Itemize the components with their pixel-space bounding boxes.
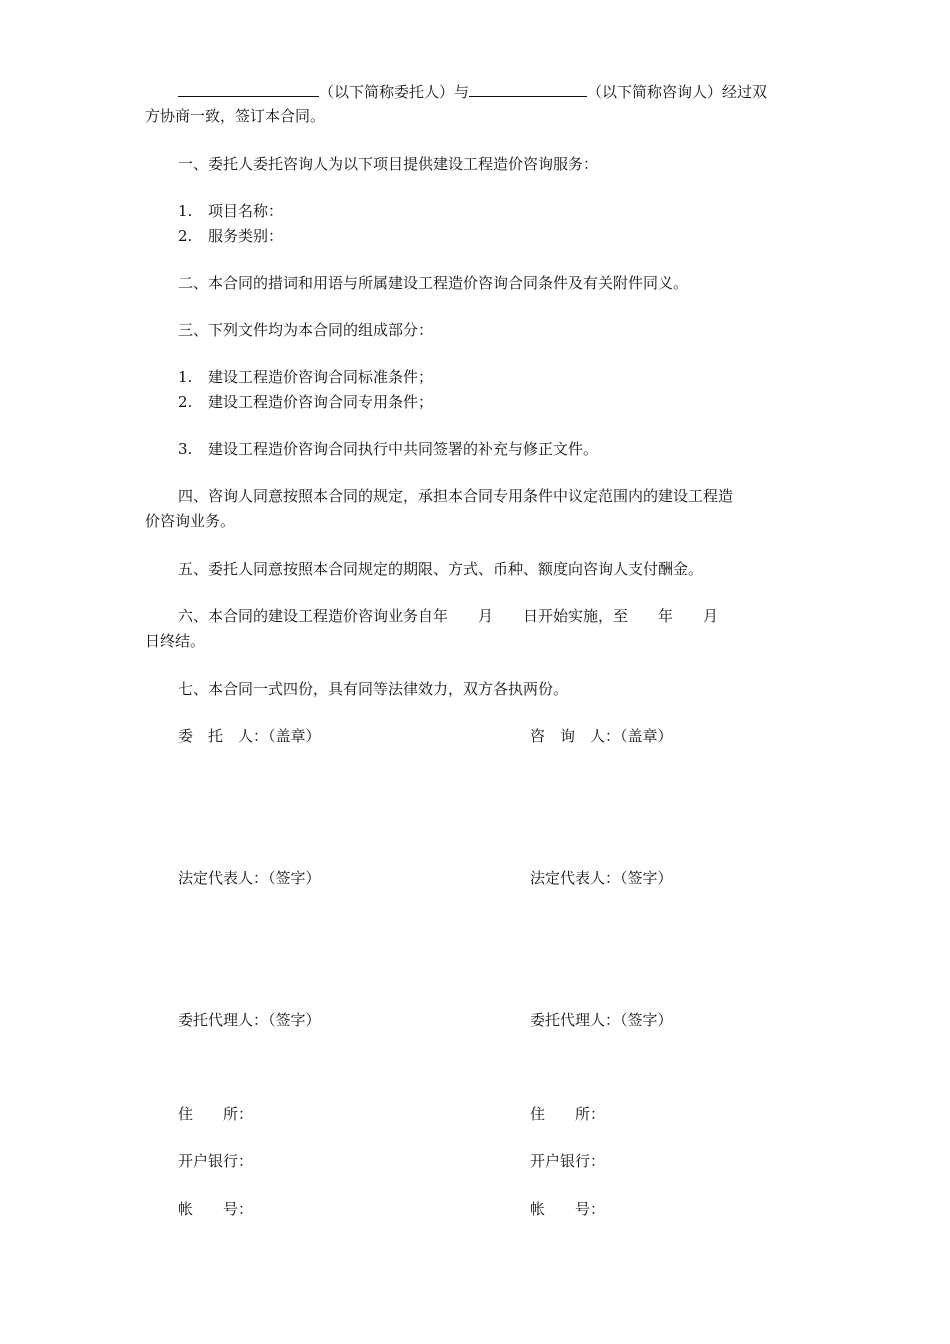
intro-line-1 (178, 80, 767, 103)
item-text: 项目名称： (208, 202, 284, 220)
item-number: 2. (178, 227, 193, 245)
item-text: 建设工程造价咨询合同专用条件； (208, 393, 434, 411)
client-name-blank[interactable] (178, 80, 319, 97)
consultant-account: 帐 号： (530, 1200, 606, 1218)
client-bank: 开户银行： (178, 1152, 254, 1170)
clause-3-item (178, 391, 433, 413)
client-legal-rep-signature: 法定代表人：（签字） (178, 869, 321, 887)
clause-6-line-1: 六、本合同的建设工程造价咨询业务自年 月 日开始实施，至 年 月 (178, 607, 719, 625)
item-text: 建设工程造价咨询合同标准条件； (208, 368, 434, 386)
client-account: 帐 号： (178, 1200, 254, 1218)
consultant-address: 住 所： (530, 1105, 606, 1123)
consultant-party-seal: 咨 询 人：（盖章） (530, 727, 673, 745)
item-text: 服务类别： (208, 227, 284, 245)
clause-6-line-2: 日终结。 (145, 632, 206, 650)
consultant-legal-rep-signature: 法定代表人：（签字） (530, 869, 673, 887)
clause-5: 五、委托人同意按照本合同规定的期限、方式、币种、额度向咨询人支付酬金。 (178, 560, 704, 578)
clause-3-item (178, 366, 433, 388)
intro-line-2: 方协商一致，签订本合同。 (145, 107, 326, 125)
clause-1-heading: 一、委托人委托咨询人为以下项目提供建设工程造价咨询服务： (178, 155, 599, 173)
client-party-seal: 委 托 人：（盖章） (178, 727, 321, 745)
intro-part-2: （以下简称咨询人）经过双 (587, 83, 768, 101)
item-number: 3. (178, 440, 193, 458)
item-text: 建设工程造价咨询合同执行中共同签署的补充与修正文件。 (208, 440, 599, 458)
client-address: 住 所： (178, 1105, 254, 1123)
consultant-name-blank[interactable] (469, 80, 587, 97)
clause-1-item (178, 200, 283, 222)
item-number: 1. (178, 202, 193, 220)
clause-3-item (178, 438, 598, 460)
clause-2: 二、本合同的措词和用语与所属建设工程造价咨询合同条件及有关附件同义。 (178, 274, 689, 292)
consultant-bank: 开户银行： (530, 1152, 606, 1170)
intro-part-1: （以下简称委托人）与 (319, 83, 470, 101)
item-number: 2. (178, 393, 193, 411)
client-agent-signature: 委托代理人：（签字） (178, 1011, 321, 1029)
clause-3-heading: 三、下列文件均为本合同的组成部分： (178, 321, 434, 339)
clause-7: 七、本合同一式四份，具有同等法律效力，双方各执两份。 (178, 680, 569, 698)
clause-1-item (178, 225, 283, 247)
clause-4-line-1: 四、咨询人同意按照本合同的规定，承担本合同专用条件中议定范围内的建设工程造 (178, 487, 734, 505)
item-number: 1. (178, 368, 193, 386)
consultant-agent-signature: 委托代理人：（签字） (530, 1011, 673, 1029)
clause-4-line-2: 价咨询业务。 (145, 512, 236, 530)
